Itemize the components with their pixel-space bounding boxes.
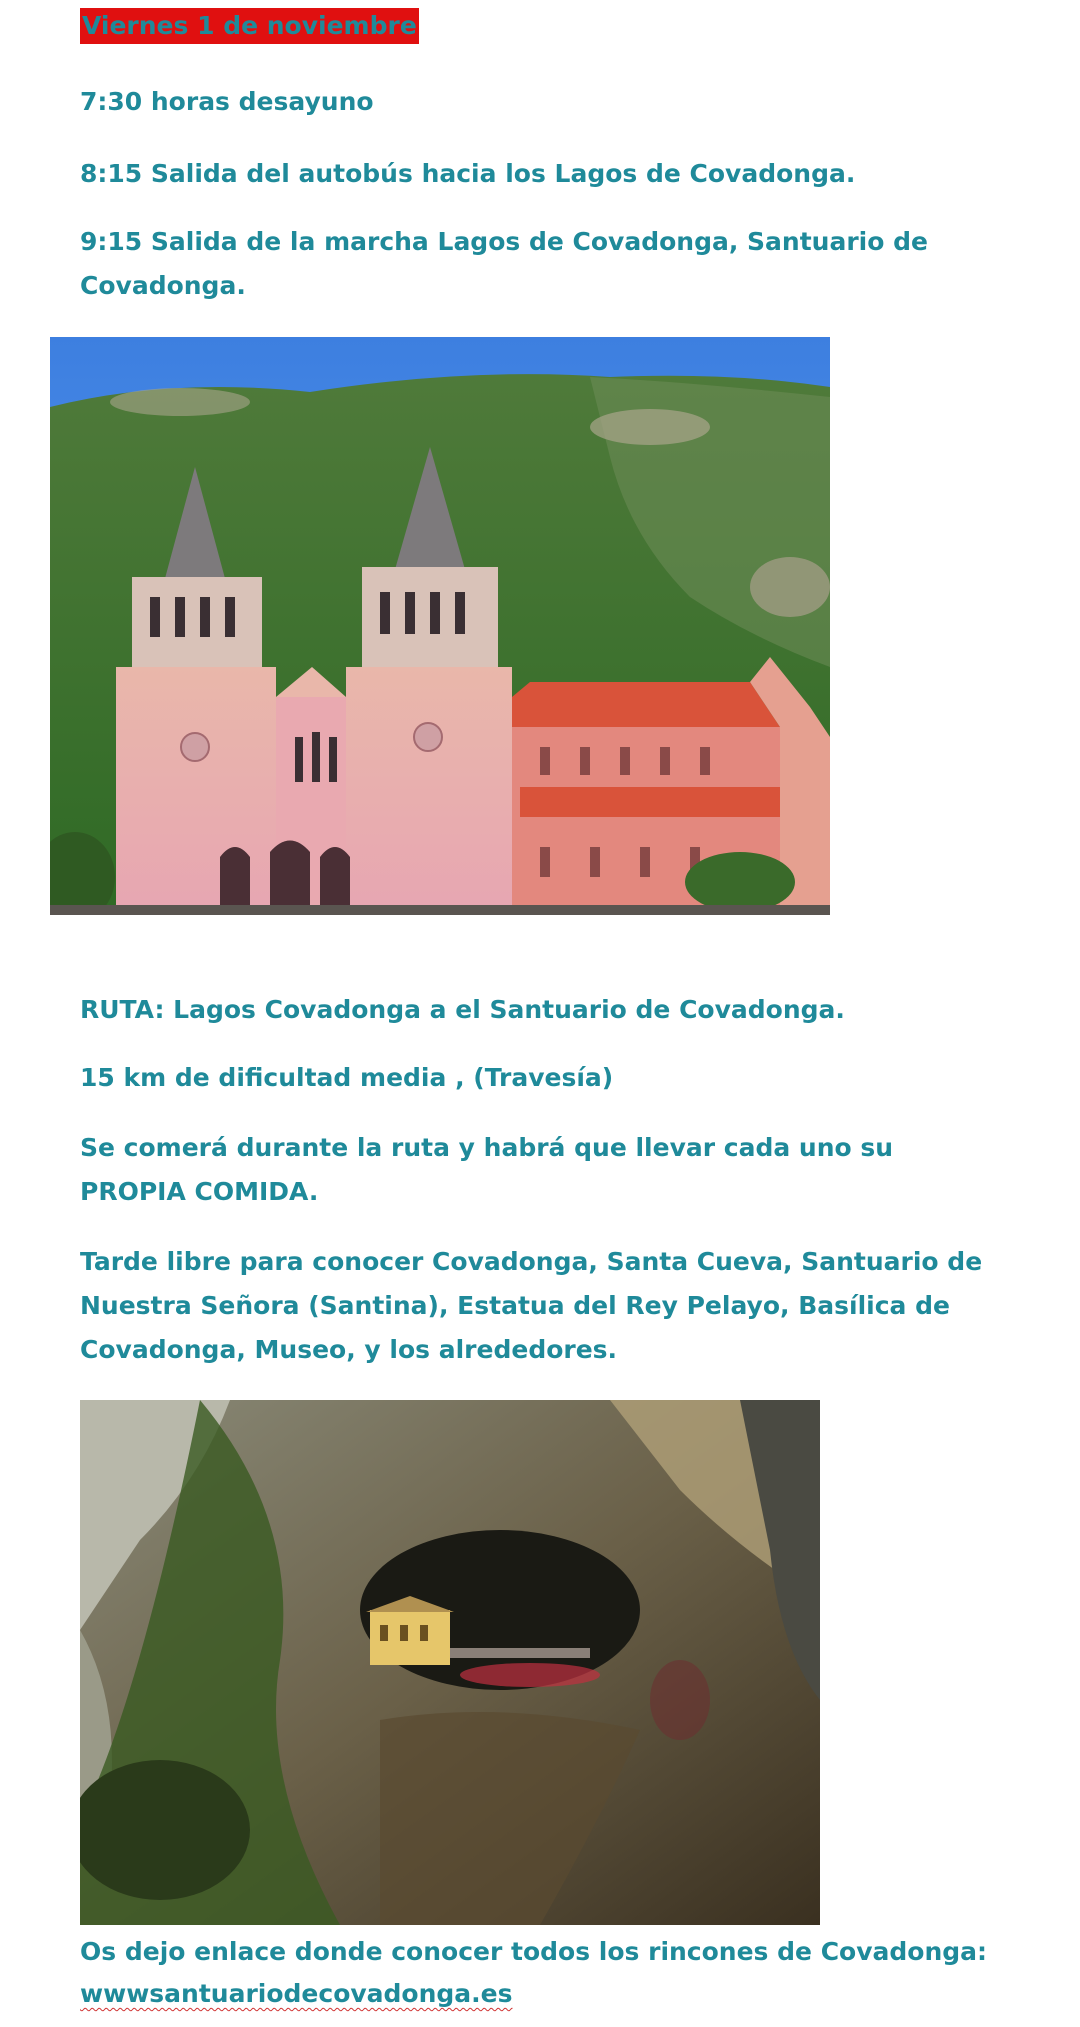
santuario-website-link[interactable]: wwwsantuariodecovadonga.es	[80, 1979, 513, 2008]
santa-cueva-photo	[80, 1400, 820, 1925]
route-afternoon: Tarde libre para conocer Covadonga, Santa Cueva, Santuario de Nuestra Señora (Santina), Estatua del Rey Pelayo, Basílica de Covadonga, Museo, y los alrededores.	[80, 1247, 983, 1364]
schedule-breakfast: 7:30 horas desayuno	[80, 87, 374, 116]
day-heading: Viernes 1 de noviembre	[80, 8, 419, 44]
schedule-bus-departure: 8:15 Salida del autobús hacia los Lagos de Covadonga.	[80, 159, 856, 188]
route-food-note: Se comerá durante la ruta y habrá que llevar cada uno su PROPIA COMIDA.	[80, 1133, 894, 1206]
route-distance: 15 km de dificultad media , (Travesía)	[80, 1063, 614, 1092]
schedule-march-departure: 9:15 Salida de la marcha Lagos de Covadonga, Santuario de Covadonga.	[80, 227, 928, 300]
basilica-photo	[50, 337, 830, 915]
link-intro: Os dejo enlace donde conocer todos los rincones de Covadonga:	[80, 1937, 988, 1966]
route-title: RUTA: Lagos Covadonga a el Santuario de Covadonga.	[80, 995, 845, 1024]
